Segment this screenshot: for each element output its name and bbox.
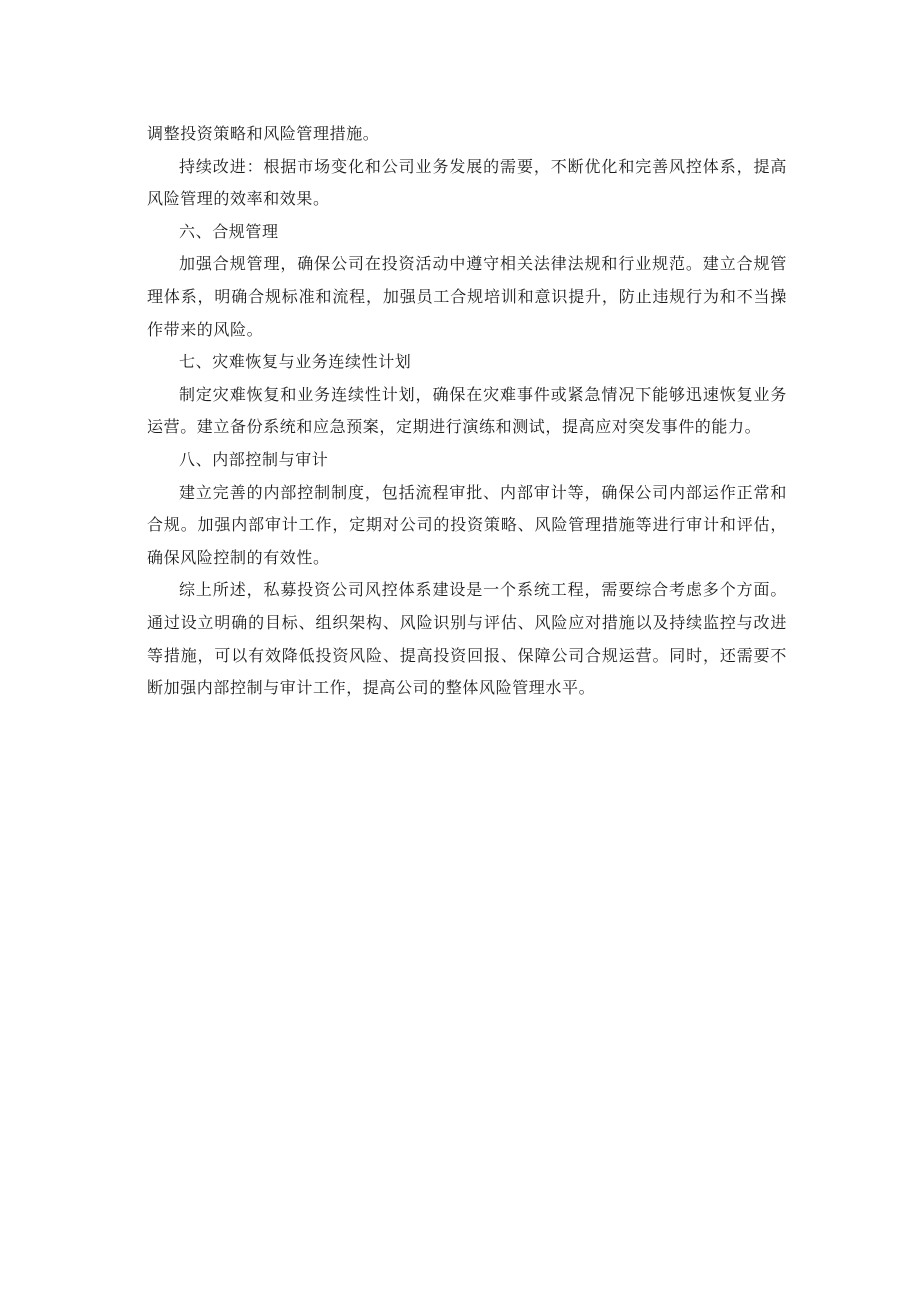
- paragraph-compliance: 加强合规管理，确保公司在投资活动中遵守相关法律法规和行业规范。建立合规管理体系，明确合规标准和流程，加强员工合规培训和意识提升，防止违规行为和不当操作带来的风险。: [147, 254, 787, 339]
- paragraph-continuation: 调整投资策略和风险管理措施。: [147, 124, 380, 143]
- paragraph-continuous-improvement: 持续改进：根据市场变化和公司业务发展的需要，不断优化和完善风控体系，提高风险管理的效率和效果。: [147, 156, 787, 209]
- paragraph-disaster-recovery: 制定灾难恢复和业务连续性计划，确保在灾难事件或紧急情况下能够迅速恢复业务运营。建立备份系统和应急预案，定期进行演练和测试，提高应对突发事件的能力。: [147, 384, 787, 437]
- section-heading-internal-control: 八、内部控制与审计: [179, 449, 329, 469]
- section-heading-compliance: 六、合规管理: [179, 221, 279, 241]
- document-body: [147, 118, 787, 705]
- paragraph-conclusion: 综上所述，私募投资公司风控体系建设是一个系统工程，需要综合考虑多个方面。通过设立明确的目标、组织架构、风险识别与评估、风险应对措施以及持续监控与改进等措施，可以有效降低投资风险、提高投资回报、保障公司合规运营。同时，还需要不断加强内部控制与审计工作，提高公司的整体风险管理水平。: [147, 580, 787, 698]
- paragraph-internal-control: 建立完善的内部控制制度，包括流程审批、内部审计等，确保公司内部运作正常和合规。加强内部审计工作，定期对公司的投资策略、风险管理措施等进行审计和评估，确保风险控制的有效性。: [147, 482, 787, 567]
- section-heading-disaster-recovery: 七、灾难恢复与业务连续性计划: [179, 352, 412, 372]
